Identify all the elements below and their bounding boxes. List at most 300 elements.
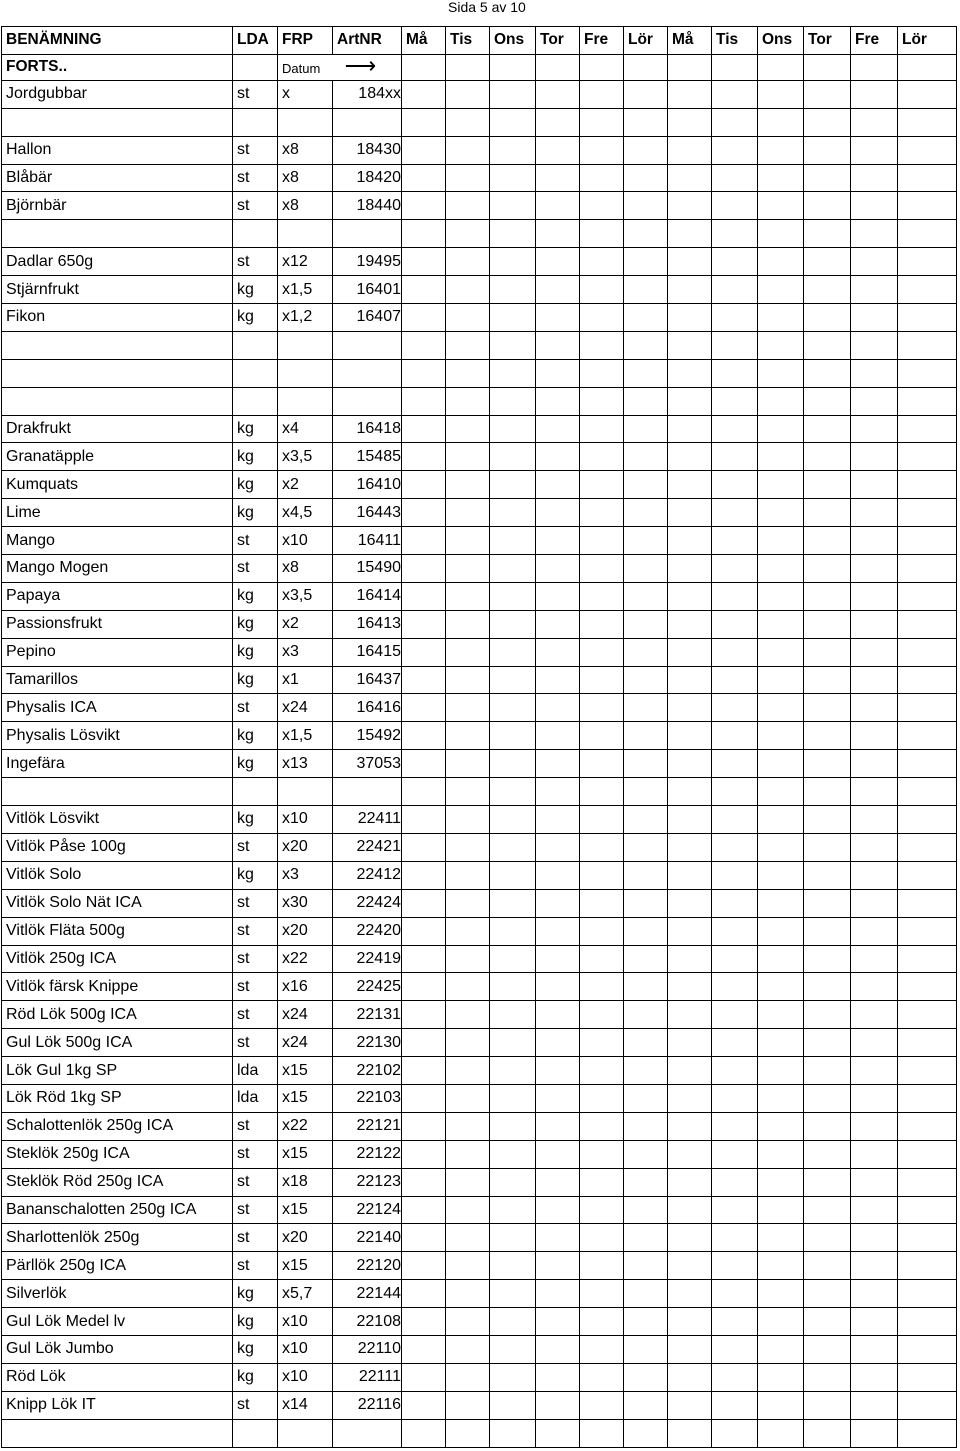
order-cell (624, 80, 668, 108)
order-cell (402, 1196, 446, 1224)
order-cell (898, 220, 957, 248)
order-cell (712, 1001, 758, 1029)
order-cell (898, 610, 957, 638)
table-row (2, 248, 957, 276)
pack-size: x14 (278, 1391, 333, 1419)
item-name: Vitlök Solo Nät ICA (2, 889, 233, 917)
table-row (2, 666, 957, 694)
order-cell (624, 722, 668, 750)
order-cell (758, 499, 804, 527)
item-name (2, 359, 233, 387)
order-cell (580, 1057, 624, 1085)
order-cell (758, 1280, 804, 1308)
order-cell (758, 945, 804, 973)
order-cell (804, 471, 851, 499)
order-cell (758, 443, 804, 471)
order-cell (580, 1335, 624, 1363)
order-cell (712, 164, 758, 192)
order-cell (898, 1308, 957, 1336)
order-cell (580, 387, 624, 415)
order-cell (490, 1363, 536, 1391)
order-cell (898, 806, 957, 834)
order-cell (402, 1419, 446, 1447)
unit (233, 778, 278, 806)
order-cell (402, 582, 446, 610)
order-cell (580, 1224, 624, 1252)
order-cell (490, 973, 536, 1001)
pack-size: x24 (278, 1029, 333, 1057)
order-cell (712, 1057, 758, 1085)
table-row (2, 443, 957, 471)
page-number: Sida 5 av 10 (448, 0, 526, 15)
unit: st (233, 164, 278, 192)
order-cell (446, 861, 490, 889)
order-cell (898, 1280, 957, 1308)
order-cell (490, 304, 536, 332)
article-number: 22111 (333, 1363, 402, 1391)
order-cell (668, 136, 712, 164)
order-cell (580, 1001, 624, 1029)
order-cell (804, 1140, 851, 1168)
order-cell (490, 443, 536, 471)
unit (233, 1419, 278, 1447)
order-cell (758, 917, 804, 945)
unit: kg (233, 304, 278, 332)
order-cell (402, 722, 446, 750)
table-row (2, 722, 957, 750)
order-cell (898, 973, 957, 1001)
order-cell (536, 276, 580, 304)
order-cell (898, 1001, 957, 1029)
order-cell (712, 1112, 758, 1140)
order-cell (536, 248, 580, 276)
table-row (2, 1084, 957, 1112)
order-cell (536, 722, 580, 750)
item-name: Papaya (2, 582, 233, 610)
table-row (2, 1112, 957, 1140)
item-name: Fikon (2, 304, 233, 332)
order-cell (580, 1280, 624, 1308)
order-cell (536, 666, 580, 694)
order-cell (712, 806, 758, 834)
order-cell (580, 1363, 624, 1391)
order-cell (898, 108, 957, 136)
order-cell (580, 694, 624, 722)
order-cell (668, 387, 712, 415)
article-number: 22424 (333, 889, 402, 917)
pack-size (278, 220, 333, 248)
unit (233, 387, 278, 415)
article-number: 22425 (333, 973, 402, 1001)
order-cell (804, 1252, 851, 1280)
article-number: 22103 (333, 1084, 402, 1112)
order-cell (804, 1084, 851, 1112)
order-cell (804, 108, 851, 136)
order-cell (712, 1140, 758, 1168)
order-cell (758, 415, 804, 443)
unit: st (233, 694, 278, 722)
order-cell (536, 443, 580, 471)
order-cell (490, 889, 536, 917)
order-cell (758, 750, 804, 778)
order-cell (490, 666, 536, 694)
order-cell (758, 1224, 804, 1252)
order-cell (490, 555, 536, 583)
order-cell (402, 778, 446, 806)
order-cell (851, 527, 898, 555)
order-cell (490, 1335, 536, 1363)
order-cell (624, 582, 668, 610)
order-cell (851, 861, 898, 889)
order-cell (898, 192, 957, 220)
order-cell (446, 666, 490, 694)
order-cell (851, 136, 898, 164)
order-cell (580, 555, 624, 583)
order-cell (758, 1001, 804, 1029)
unit: st (233, 1140, 278, 1168)
order-cell (402, 750, 446, 778)
order-cell (898, 359, 957, 387)
order-cell (624, 276, 668, 304)
pack-size: x10 (278, 1335, 333, 1363)
order-cell (804, 1280, 851, 1308)
order-cell (402, 443, 446, 471)
table-row (2, 1196, 957, 1224)
order-cell (851, 1419, 898, 1447)
order-cell (804, 1224, 851, 1252)
order-cell (804, 778, 851, 806)
order-cell (898, 1196, 957, 1224)
order-cell (668, 415, 712, 443)
order-cell (712, 471, 758, 499)
order-cell (712, 610, 758, 638)
order-cell (402, 108, 446, 136)
order-cell (402, 499, 446, 527)
order-cell (536, 778, 580, 806)
order-cell (898, 694, 957, 722)
order-cell (536, 415, 580, 443)
unit: kg (233, 861, 278, 889)
unit: kg (233, 722, 278, 750)
order-cell (804, 861, 851, 889)
item-name: Dadlar 650g (2, 248, 233, 276)
item-name: Vitlök 250g ICA (2, 945, 233, 973)
article-number: 22130 (333, 1029, 402, 1057)
order-cell (804, 499, 851, 527)
table-row (2, 945, 957, 973)
article-number: 18430 (333, 136, 402, 164)
pack-size (278, 1419, 333, 1447)
order-cell (446, 1001, 490, 1029)
article-number: 18440 (333, 192, 402, 220)
order-cell (758, 80, 804, 108)
order-cell (536, 192, 580, 220)
order-cell (804, 304, 851, 332)
order-cell (490, 1084, 536, 1112)
order-cell (668, 1001, 712, 1029)
order-cell (851, 108, 898, 136)
order-cell (758, 973, 804, 1001)
order-cell (446, 1419, 490, 1447)
order-cell (804, 415, 851, 443)
order-cell (758, 276, 804, 304)
order-cell (580, 499, 624, 527)
pack-size: x22 (278, 945, 333, 973)
item-name (2, 1419, 233, 1447)
unit (233, 331, 278, 359)
order-cell (758, 1419, 804, 1447)
item-name: Lime (2, 499, 233, 527)
order-cell (490, 1168, 536, 1196)
order-cell (536, 1335, 580, 1363)
order-cell (898, 80, 957, 108)
order-cell (446, 1196, 490, 1224)
order-cell (668, 164, 712, 192)
pack-size: x20 (278, 917, 333, 945)
item-name: Mango (2, 527, 233, 555)
order-cell (804, 806, 851, 834)
item-name: Silverlök (2, 1280, 233, 1308)
order-cell (668, 917, 712, 945)
order-cell (851, 359, 898, 387)
order-cell (580, 861, 624, 889)
table-row (2, 1335, 957, 1363)
table-row (2, 471, 957, 499)
order-cell (804, 1335, 851, 1363)
order-cell (668, 471, 712, 499)
order-cell (580, 973, 624, 1001)
order-cell (580, 164, 624, 192)
order-cell (851, 276, 898, 304)
unit: kg (233, 1280, 278, 1308)
order-cell (898, 861, 957, 889)
order-cell (898, 1419, 957, 1447)
article-number (333, 359, 402, 387)
order-cell (668, 1224, 712, 1252)
order-cell (898, 1252, 957, 1280)
order-cell (402, 220, 446, 248)
order-cell (712, 1084, 758, 1112)
header-cell: Lör (898, 27, 957, 55)
article-number: 22102 (333, 1057, 402, 1085)
item-name (2, 778, 233, 806)
order-cell (898, 499, 957, 527)
header-cell: Fre (851, 27, 898, 55)
order-cell (624, 415, 668, 443)
order-cell (490, 694, 536, 722)
unit: st (233, 1252, 278, 1280)
order-cell (446, 1280, 490, 1308)
order-cell (536, 1391, 580, 1419)
order-cell (536, 80, 580, 108)
unit: st (233, 555, 278, 583)
order-cell (898, 276, 957, 304)
order-cell (536, 917, 580, 945)
order-cell (624, 527, 668, 555)
unit: st (233, 1029, 278, 1057)
order-cell (851, 555, 898, 583)
item-name (2, 220, 233, 248)
table-row (2, 1029, 957, 1057)
order-cell (580, 638, 624, 666)
order-cell (668, 443, 712, 471)
order-cell (536, 359, 580, 387)
order-cell (758, 722, 804, 750)
pack-size (278, 387, 333, 415)
order-cell (624, 220, 668, 248)
order-cell (898, 1391, 957, 1419)
article-number (333, 1419, 402, 1447)
header-cell: FRP (278, 27, 333, 55)
order-cell (758, 694, 804, 722)
order-cell (668, 722, 712, 750)
order-cell (402, 973, 446, 1001)
order-cell (898, 750, 957, 778)
arrow-right-icon: ⟶ (344, 54, 377, 78)
order-cell (898, 1168, 957, 1196)
order-cell (490, 1419, 536, 1447)
order-cell (804, 973, 851, 1001)
order-cell (668, 527, 712, 555)
order-cell (668, 1308, 712, 1336)
order-cell (580, 80, 624, 108)
order-cell (712, 331, 758, 359)
order-cell (402, 471, 446, 499)
order-cell (804, 276, 851, 304)
unit: st (233, 973, 278, 1001)
order-cell (536, 1196, 580, 1224)
order-cell (536, 108, 580, 136)
order-cell (804, 889, 851, 917)
table-row (2, 136, 957, 164)
order-cell (668, 582, 712, 610)
order-cell (624, 1280, 668, 1308)
pack-size: x10 (278, 806, 333, 834)
item-name: Mango Mogen (2, 555, 233, 583)
order-cell (712, 1391, 758, 1419)
order-cell (804, 1168, 851, 1196)
order-cell (851, 1029, 898, 1057)
order-cell (712, 220, 758, 248)
order-cell (580, 1112, 624, 1140)
order-cell (402, 276, 446, 304)
table-row (2, 527, 957, 555)
order-cell (402, 164, 446, 192)
order-cell (446, 1252, 490, 1280)
unit: kg (233, 638, 278, 666)
order-cell (668, 1112, 712, 1140)
order-cell (402, 136, 446, 164)
pack-size (278, 359, 333, 387)
order-cell (624, 1308, 668, 1336)
pack-size: x8 (278, 192, 333, 220)
order-cell (446, 750, 490, 778)
order-cell (712, 80, 758, 108)
order-cell (758, 1057, 804, 1085)
order-cell (668, 1363, 712, 1391)
order-cell (580, 304, 624, 332)
unit: st (233, 1391, 278, 1419)
order-cell (624, 499, 668, 527)
order-cell (490, 1308, 536, 1336)
header-cell: Lör (624, 27, 668, 55)
order-cell (490, 1280, 536, 1308)
order-cell (804, 694, 851, 722)
order-cell (402, 1140, 446, 1168)
order-cell (898, 555, 957, 583)
order-cell (804, 164, 851, 192)
order-cell (446, 1084, 490, 1112)
order-cell (624, 638, 668, 666)
table-row (2, 694, 957, 722)
unit: st (233, 192, 278, 220)
order-cell (446, 1112, 490, 1140)
order-cell (758, 666, 804, 694)
order-cell (402, 1084, 446, 1112)
order-cell (758, 889, 804, 917)
order-cell (712, 1308, 758, 1336)
table-row (2, 1308, 957, 1336)
order-cell (580, 359, 624, 387)
order-cell (712, 917, 758, 945)
item-name: Hallon (2, 136, 233, 164)
pack-size: x10 (278, 1308, 333, 1336)
article-number: 22122 (333, 1140, 402, 1168)
order-cell (402, 387, 446, 415)
order-cell (804, 331, 851, 359)
order-cell (758, 610, 804, 638)
table-row (2, 750, 957, 778)
order-cell (898, 1057, 957, 1085)
order-cell (898, 638, 957, 666)
order-cell (446, 917, 490, 945)
order-cell (624, 1196, 668, 1224)
order-cell (446, 1140, 490, 1168)
order-cell (758, 1084, 804, 1112)
order-cell (851, 1308, 898, 1336)
pack-size: x24 (278, 694, 333, 722)
article-number: 22140 (333, 1224, 402, 1252)
item-name: Sharlottenlök 250g (2, 1224, 233, 1252)
unit: kg (233, 443, 278, 471)
order-cell (402, 638, 446, 666)
order-cell (668, 331, 712, 359)
order-cell (624, 1029, 668, 1057)
order-cell (804, 192, 851, 220)
order-cell (446, 499, 490, 527)
order-cell (804, 80, 851, 108)
pack-size: x1,5 (278, 722, 333, 750)
order-cell (758, 638, 804, 666)
order-cell (851, 778, 898, 806)
order-cell (490, 1112, 536, 1140)
order-cell (402, 1112, 446, 1140)
order-cell (624, 778, 668, 806)
article-number (333, 387, 402, 415)
unit: st (233, 527, 278, 555)
order-cell (624, 889, 668, 917)
order-cell (490, 220, 536, 248)
order-cell (668, 973, 712, 1001)
order-cell (624, 610, 668, 638)
order-cell (446, 136, 490, 164)
order-cell (804, 248, 851, 276)
order-cell (668, 1391, 712, 1419)
order-cell (898, 1084, 957, 1112)
article-number: 16414 (333, 582, 402, 610)
header-cell: BENÄMNING (2, 27, 233, 55)
item-name: Röd Lök 500g ICA (2, 1001, 233, 1029)
